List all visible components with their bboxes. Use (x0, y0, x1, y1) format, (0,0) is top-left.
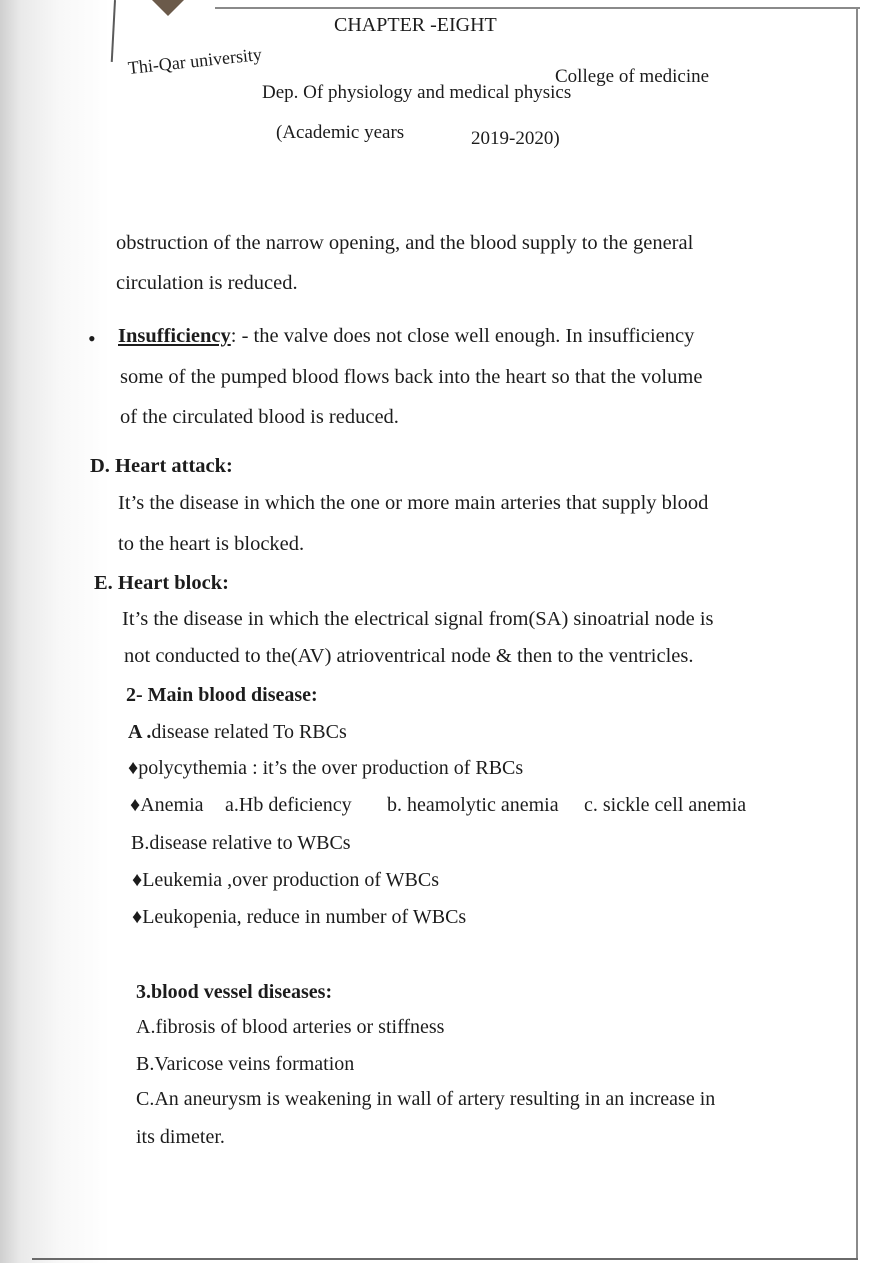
vessel-disease-c-line-2: its dimeter. (136, 1126, 225, 1148)
academic-years-label: (Academic years (276, 122, 405, 143)
anemia-label: ♦Anemia (130, 794, 204, 816)
insufficiency-line-2: some of the pumped blood flows back into the heart so that the volume (120, 366, 703, 388)
college-name: College of medicine (555, 66, 710, 87)
department-name: Dep. Of physiology and medical physics (262, 82, 572, 103)
insufficiency-term: Insufficiency (118, 325, 231, 347)
vessel-disease-b: B.Varicose veins formation (136, 1053, 355, 1075)
heart-block-heading: E. Heart block: (94, 572, 229, 594)
heart-attack-heading: D. Heart attack: (90, 455, 233, 477)
wbc-disease-line: B.disease relative to WBCs (131, 832, 351, 854)
anemia-type-a: a.Hb deficiency (225, 794, 352, 816)
rbc-disease-line (128, 721, 347, 744)
university-name: Thi-Qar university (126, 44, 263, 78)
vessel-disease-a: A.fibrosis of blood arteries or stiffness (136, 1016, 445, 1038)
page-edge-bottom (32, 1258, 858, 1260)
heart-block-line-1: It’s the disease in which the electrical signal from(SA) sinoatrial node is (122, 608, 714, 630)
anemia-type-b: b. heamolytic anemia (387, 794, 559, 816)
heart-block-line-2: not conducted to the(AV) atrioventrical node & then to the ventricles. (124, 645, 694, 667)
page-edge-top (215, 7, 860, 9)
polycythemia-line: ♦polycythemia : it’s the over production of RBCs (128, 757, 524, 779)
insufficiency-line-3: of the circulated blood is reduced. (120, 406, 399, 428)
chapter-title: CHAPTER -EIGHT (334, 14, 497, 36)
insufficiency-line-1-rest: : - the valve does not close well enough. In insufficiency (230, 325, 695, 347)
bullet-icon: • (88, 326, 96, 351)
intro-line-2: circulation is reduced. (116, 272, 298, 294)
vessel-disease-heading: 3.blood vessel diseases: (136, 981, 333, 1003)
anemia-type-c: c. sickle cell anemia (584, 794, 747, 816)
rbc-disease-text: disease related To RBCs (151, 721, 347, 743)
leukemia-line: ♦Leukemia ,over production of WBCs (132, 869, 439, 891)
rbc-disease-label: A . (128, 721, 152, 743)
vessel-disease-c-line-1: C.An aneurysm is weakening in wall of artery resulting in an increase in (136, 1088, 716, 1110)
insufficiency-line-1 (118, 325, 694, 348)
page-edge-right (856, 8, 858, 1260)
heart-attack-line-1: It’s the disease in which the one or more main arteries that supply blood (118, 492, 709, 514)
heart-attack-line-2: to the heart is blocked. (118, 533, 305, 555)
blood-disease-heading: 2- Main blood disease: (126, 684, 318, 706)
corner-fold-decoration (152, 0, 184, 16)
leukopenia-line: ♦Leukopenia, reduce in number of WBCs (132, 906, 467, 928)
academic-years-value: 2019-2020) (471, 128, 560, 149)
intro-line-1: obstruction of the narrow opening, and the blood supply to the general (116, 232, 694, 254)
